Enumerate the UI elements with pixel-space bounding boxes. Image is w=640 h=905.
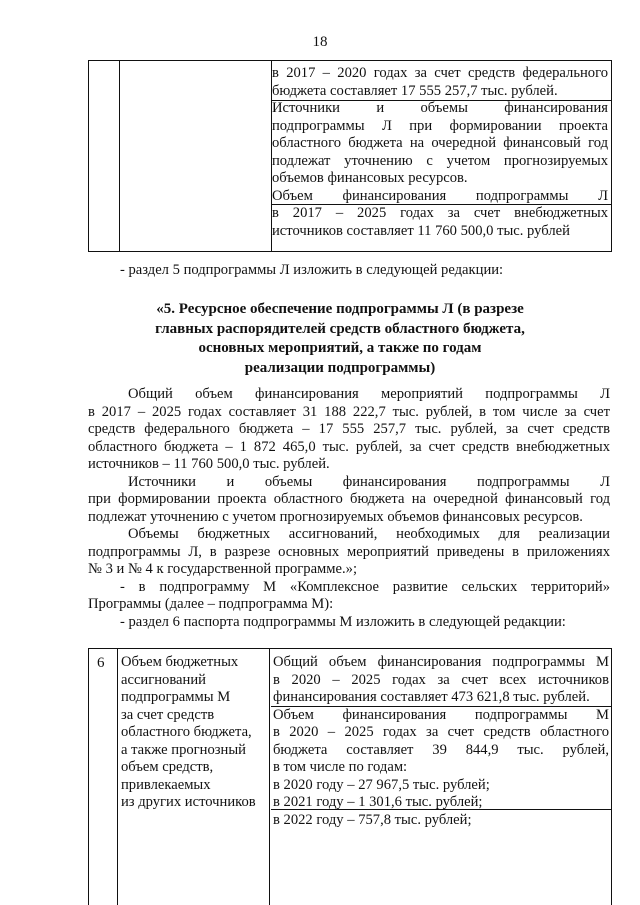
- content-line: в том числе по годам:: [273, 759, 408, 775]
- body-text: [88, 386, 610, 631]
- label-line: а также прогнозный: [121, 741, 246, 758]
- text-line: подлежат уточнению с учетом прогнозируемых: [272, 152, 608, 169]
- label-line: объем средств,: [121, 759, 214, 775]
- text-line: № 3 и № 4 к государственной программе.»;: [88, 561, 358, 577]
- text-line: областного бюджета на очередной финансовый год: [272, 135, 608, 151]
- text-line: Источники и объемы финансирования: [272, 100, 608, 116]
- text-line: областного бюджета – 1 872 465,0 тыс. рублей, за счет средств внебюджетных: [88, 438, 610, 455]
- page-number: 18: [312, 34, 328, 50]
- label-line: из других источников: [121, 794, 256, 810]
- label-line: за счет средств: [121, 706, 215, 723]
- heading-line: «5. Ресурсное обеспечение подпрограммы Л (в разрезе: [156, 301, 524, 317]
- row-content: [273, 654, 609, 829]
- content-line: Общий объем финансирования подпрограммы М: [273, 654, 609, 670]
- text-line: подпрограммы Л при формировании проекта: [272, 117, 608, 134]
- content-line: в 2021 году – 1 301,6 тыс. рублей;: [273, 794, 483, 810]
- label-line: Объем бюджетных: [121, 654, 239, 670]
- text-line: объемов финансовых ресурсов.: [272, 170, 468, 186]
- label-line: областного бюджета,: [121, 724, 252, 740]
- text-line: в 2017 – 2025 годах составляет 31 188 222,7 тыс. рублей, в том числе за счет: [88, 403, 610, 420]
- label-line: подпрограммы М: [121, 689, 231, 705]
- text-line: в 2017 – 2020 годах за счет средств федерального: [272, 65, 608, 81]
- text-line: Общий объем финансирования мероприятий подпрограммы Л: [128, 386, 610, 402]
- content-line: бюджета составляет 39 844,9 тыс. рублей,: [273, 741, 609, 758]
- content-line: в 2020 – 2025 годах за счет всех источников: [273, 671, 609, 688]
- content-line: в 2020 году – 27 967,5 тыс. рублей;: [273, 776, 490, 793]
- passport-table: [88, 648, 612, 905]
- text-line: подлежат уточнению с учетом прогнозируемых объемов финансовых ресурсов.: [88, 508, 583, 525]
- text-line: Объем финансирования подпрограммы Л: [272, 187, 608, 204]
- text-line: подпрограммы Л, в разрезе основных мероприятий приведены в приложениях: [88, 543, 610, 560]
- row-label: [121, 654, 273, 812]
- text-line: в 2017 – 2025 годах за счет внебюджетных: [272, 205, 608, 221]
- content-line: в 2022 году – 757,8 тыс. рублей;: [273, 811, 472, 828]
- text-line: при формировании проекта областного бюджета на очередной финансовый год: [88, 491, 610, 507]
- text-line: Объемы бюджетных ассигнований, необходимых для реализации: [128, 526, 610, 542]
- label-line: ассигнований: [121, 671, 206, 688]
- text-line: - в подпрограмму М «Комплексное развитие сельских территорий»: [120, 578, 610, 595]
- text-line: Источники и объемы финансирования подпрограммы Л: [128, 473, 610, 490]
- text-line: источников – 11 760 500,0 тыс. рублей.: [88, 456, 330, 472]
- text-line: Программы (далее – подпрограмма М):: [88, 596, 334, 612]
- passport-table-continuation: [88, 60, 612, 252]
- content-line: в 2020 – 2025 годах за счет средств областного: [273, 724, 609, 740]
- row-number: 6: [97, 655, 105, 671]
- text-line: средств федерального бюджета – 17 555 257,7 тыс. рублей, за счет средств: [88, 421, 610, 437]
- heading-line: основных мероприятий, а также по годам: [198, 340, 482, 356]
- text-line: бюджета составляет 17 555 257,7 тыс. рублей.: [272, 82, 558, 99]
- section-heading: [60, 300, 620, 378]
- financing-cell: [272, 65, 608, 240]
- heading-line: главных распорядителей средств областного бюджета,: [155, 320, 525, 337]
- text-line: - раздел 6 паспорта подпрограммы М изложить в следующей редакции:: [120, 613, 566, 630]
- text-line: источников составляет 11 760 500,0 тыс. рублей: [272, 222, 570, 239]
- intro-line: - раздел 5 подпрограммы Л изложить в следующей редакции:: [120, 262, 504, 278]
- heading-line: реализации подпрограммы): [244, 359, 436, 376]
- label-line: привлекаемых: [121, 776, 211, 793]
- content-line: Объем финансирования подпрограммы М: [273, 706, 609, 723]
- content-line: финансирования составляет 473 621,8 тыс. рублей.: [273, 689, 590, 705]
